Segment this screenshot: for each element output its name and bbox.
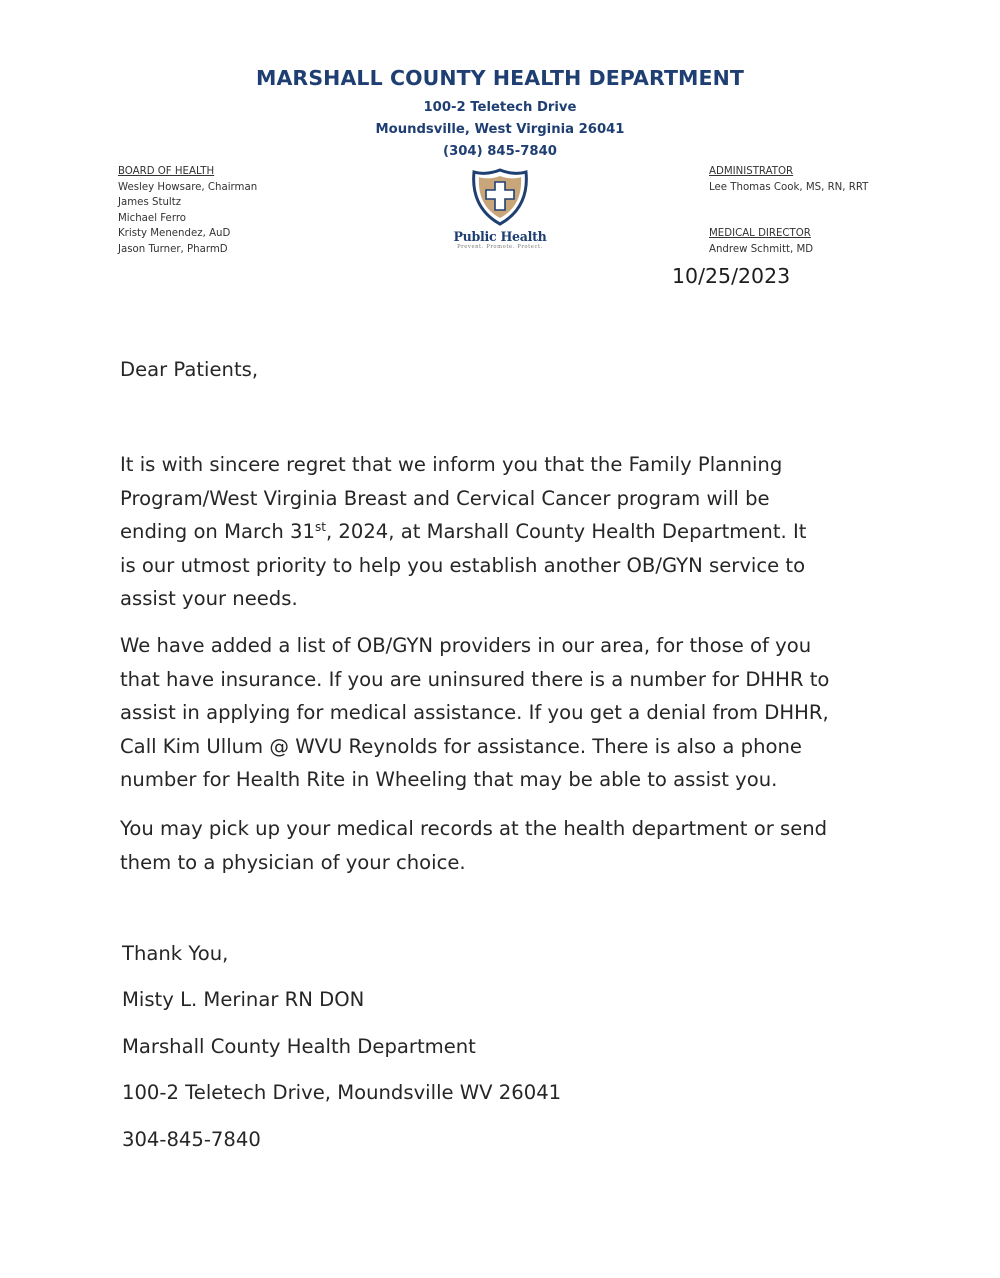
- address-line-2: Moundsville, West Virginia 26041: [375, 122, 625, 137]
- paragraph-line: ending on March 31: [120, 520, 315, 544]
- signer-address: 100-2 Teletech Drive, Moundsville WV 26041: [122, 1081, 562, 1104]
- board-member: Michael Ferro: [118, 212, 187, 224]
- paragraph-line: that have insurance. If you are uninsured there is a number for DHHR to: [120, 667, 830, 691]
- phone-line: (304) 845-7840: [443, 144, 557, 159]
- medical-director-heading: MEDICAL DIRECTOR: [709, 228, 811, 240]
- paragraph-line: them to a physician of your choice.: [120, 850, 466, 874]
- signer-phone: 304-845-7840: [122, 1128, 261, 1151]
- paragraph-line: It is with sincere regret that we inform you that the Family Planning: [120, 453, 783, 476]
- paragraph-line: You may pick up your medical records at the health department or send: [120, 817, 828, 840]
- medical-director-name: Andrew Schmitt, MD: [709, 243, 814, 255]
- paragraph-line: assist your needs.: [120, 587, 298, 611]
- board-of-health: [118, 164, 257, 258]
- logo-text: Public Health: [453, 229, 547, 244]
- paragraph-line: assist in applying for medical assistance. If you get a denial from DHHR,: [120, 701, 829, 725]
- paragraph-line: Call Kim Ullum @ WVU Reynolds for assistance. There is also a phone: [120, 734, 802, 758]
- administrator-heading: ADMINISTRATOR: [709, 166, 794, 177]
- logo-tagline: Prevent. Promote. Protect.: [457, 244, 543, 250]
- board-member: James Stultz: [118, 197, 182, 209]
- letter-date: 10/25/2023: [672, 264, 791, 288]
- board-member: Wesley Howsare, Chairman: [118, 181, 258, 193]
- administration: [709, 164, 868, 257]
- administrator-name: Lee Thomas Cook, MS, RN, RRT: [709, 181, 869, 193]
- ordinal-suffix: st: [314, 520, 326, 535]
- org-name: MARSHALL COUNTY HEALTH DEPARTMENT: [255, 66, 745, 90]
- paragraph-line: number for Health Rite in Wheeling that may be able to assist you.: [120, 768, 778, 792]
- board-member: Jason Turner, PharmD: [118, 243, 228, 255]
- closing-thanks: Thank You,: [122, 942, 229, 965]
- signer-name: Misty L. Merinar RN DON: [122, 988, 365, 1011]
- board-heading: BOARD OF HEALTH: [118, 166, 215, 177]
- board-member: Kristy Menendez, AuD: [118, 228, 231, 240]
- address-line-1: 100-2 Teletech Drive: [423, 100, 577, 115]
- paragraph-2: [120, 629, 900, 797]
- public-health-logo: [445, 168, 555, 258]
- paragraph-line: is our utmost priority to help you establish another OB/GYN service to: [120, 553, 806, 577]
- shield-cross-icon: [470, 168, 530, 226]
- paragraph-3: [120, 812, 900, 879]
- paragraph-line: Program/West Virginia Breast and Cervical Cancer program will be: [120, 486, 770, 510]
- signer-org: Marshall County Health Department: [122, 1035, 476, 1058]
- paragraph-line: , 2024, at Marshall County Health Department. It: [325, 520, 807, 544]
- paragraph-1: [120, 448, 900, 616]
- salutation: Dear Patients,: [120, 358, 259, 381]
- paragraph-line: We have added a list of OB/GYN providers in our area, for those of you: [120, 634, 812, 657]
